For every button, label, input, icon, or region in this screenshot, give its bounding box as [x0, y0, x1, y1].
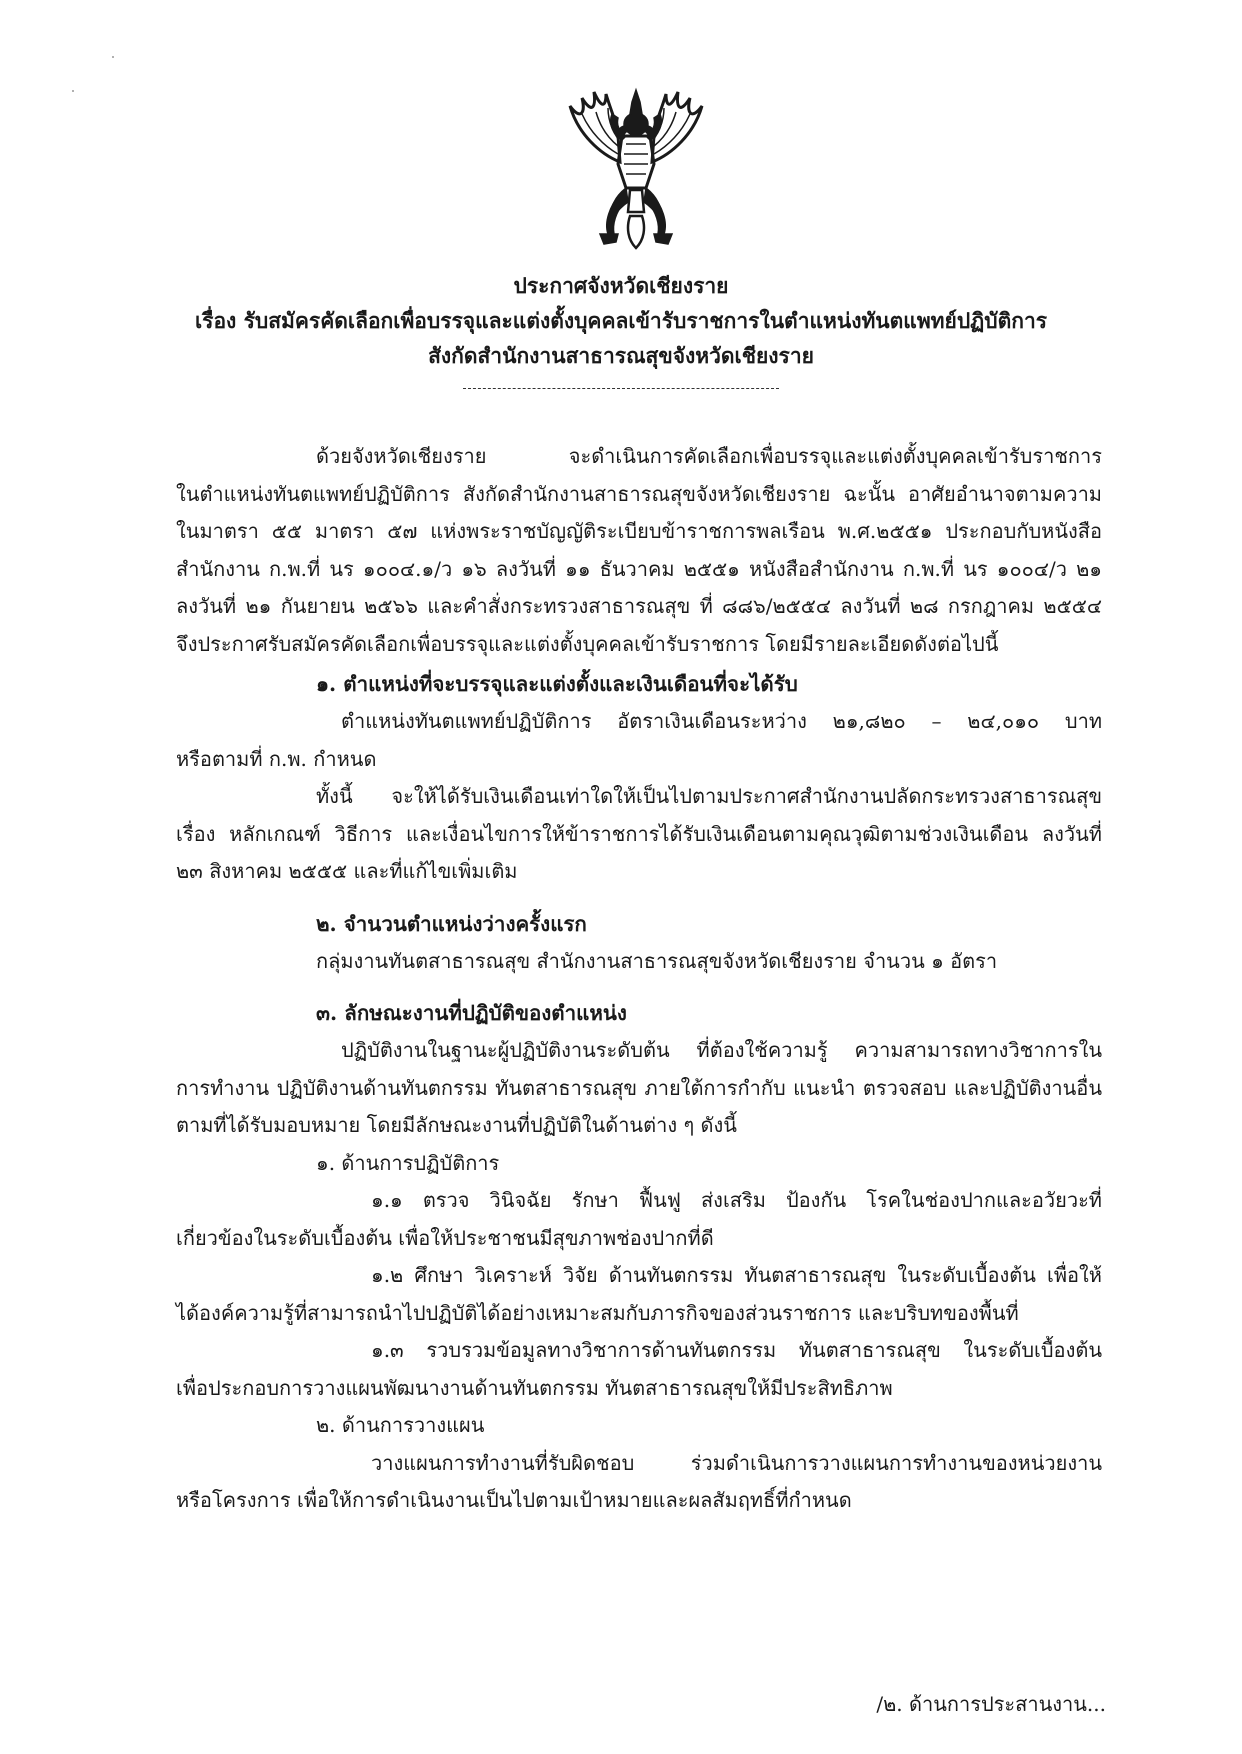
planning-line: หรือโครงการ เพื่อให้การดำเนินงานเป็นไปตามเป้าหมายและผลสัมฤทธิ์ที่กำหนด	[176, 1488, 852, 1512]
intro-line: จึงประกาศรับสมัครคัดเลือกเพื่อบรรจุและแต่งตั้งบุคคลเข้ารับราชการ โดยมีรายละเอียดดังต่อไปนี้	[176, 631, 999, 656]
intro-line: ลงวันที่ ๒๑ กันยายน ๒๕๖๖ และคำสั่งกระทรวงสาธารณสุข ที่ ๘๘๖/๒๕๕๔ ลงวันที่ ๒๘ กรกฎาคม ๒๕๕๔	[176, 594, 1102, 618]
section2-heading: ๒. จำนวนตำแหน่งว่างครั้งแรก	[316, 911, 587, 936]
section3-heading: ๓. ลักษณะงานที่ปฏิบัติของตำแหน่ง	[316, 1001, 627, 1025]
intro-line: ในมาตรา ๕๕ มาตรา ๕๗ แห่งพระราชบัญญัติระเบียบข้าราชการพลเรือน พ.ศ.๒๕๕๑ ประกอบกับหนังสือ	[176, 519, 1102, 543]
announcement-affiliation: สังกัดสำนักงานสาธารณสุขจังหวัดเชียงราย	[428, 343, 814, 368]
section1-note-line: เรื่อง หลักเกณฑ์ วิธีการ และเงื่อนไขการให้ข้าราชการได้รับเงินเดือนตามคุณวุฒิตามช่วงเงินเดือน ลงวันที่	[176, 821, 1102, 846]
section3-intro-line: ปฏิบัติงานในฐานะผู้ปฏิบัติงานระดับต้น ที่ต้องใช้ความรู้ ความสามารถทางวิชาการใน	[341, 1038, 1102, 1062]
section2-text: กลุ่มงานทันตสาธารณสุข สำนักงานสาธารณสุขจังหวัดเชียงราย จำนวน ๑ อัตรา	[316, 948, 998, 973]
item-1-2-cont: ได้องค์ความรู้ที่สามารถนำไปปฏิบัติได้อย่างเหมาะสมกับภารกิจของส่วนราชการ และบริบทของพื้นที่	[176, 1300, 1019, 1325]
intro-line: สำนักงาน ก.พ.ที่ นร ๑๐๐๔.๑/ว ๑๖ ลงวันที่ ๑๑ ธันวาคม ๒๕๕๑ หนังสือสำนักงาน ก.พ.ที่ นร ๑๐๐๔/ว ๒๑	[176, 556, 1102, 581]
section1-salary-note: หรือตามที่ ก.พ. กำหนด	[176, 746, 377, 771]
header-separator	[463, 388, 779, 389]
section3-intro-line: ตามที่ได้รับมอบหมาย โดยมีลักษณะงานที่ปฏิบัติในด้านต่าง ๆ ดังนี้	[176, 1113, 737, 1137]
planning-line: วางแผนการทำงานที่รับผิดชอบ ร่วมดำเนินการวางแผนการทำงานของหน่วยงาน	[371, 1450, 1102, 1475]
item-1-1: ๑.๑ ตรวจ วินิจฉัย รักษา ฟื้นฟู ส่งเสริม ป้องกัน โรคในช่องปากและอวัยวะที่	[371, 1188, 1102, 1212]
scan-speck	[112, 56, 114, 58]
section1-heading: ๑. ตำแหน่งที่จะบรรจุและแต่งตั้งและเงินเดือนที่จะได้รับ	[316, 672, 798, 696]
section1-note-line: ทั้งนี้ จะให้ได้รับเงินเดือนเท่าใดให้เป็นไปตามประกาศสำนักงานปลัดกระทรวงสาธารณสุข	[316, 784, 1102, 808]
section1-note-line: ๒๓ สิงหาคม ๒๕๕๕ และที่แก้ไขเพิ่มเติม	[176, 859, 518, 883]
subsection-title-operations: ๑. ด้านการปฏิบัติการ	[316, 1150, 500, 1175]
item-1-1-cont: เกี่ยวข้องในระดับเบื้องต้น เพื่อให้ประชาชนมีสุขภาพช่องปากที่ดี	[176, 1225, 714, 1250]
intro-line: ด้วยจังหวัดเชียงราย จะดำเนินการคัดเลือกเพื่อบรรจุและแต่งตั้งบุคคลเข้ารับราชการ	[316, 444, 1102, 468]
document-body	[176, 438, 1102, 1520]
continuation-marker: /๒. ด้านการประสานงาน...	[876, 1692, 1106, 1716]
announcement-title: ประกาศจังหวัดเชียงราย	[513, 273, 729, 298]
subsection-title-planning: ๒. ด้านการวางแผน	[316, 1413, 485, 1437]
garuda-emblem-icon	[560, 84, 712, 254]
section1-salary: ตำแหน่งทันตแพทย์ปฏิบัติการ อัตราเงินเดือนระหว่าง ๒๑,๘๒๐ – ๒๔,๐๑๐ บาท	[341, 709, 1103, 733]
announcement-subject: เรื่อง รับสมัครคัดเลือกเพื่อบรรจุและแต่งตั้งบุคคลเข้ารับราชการในตำแหน่งทันตแพทย์ปฏิบัติการ	[194, 308, 1048, 333]
item-1-2: ๑.๒ ศึกษา วิเคราะห์ วิจัย ด้านทันตกรรม ทันตสาธารณสุข ในระดับเบื้องต้น เพื่อให้	[371, 1263, 1102, 1287]
section3-intro-line: การทำงาน ปฏิบัติงานด้านทันตกรรม ทันตสาธารณสุข ภายใต้การกำกับ แนะนำ ตรวจสอบ และปฏิบัติงานอื่น	[176, 1075, 1102, 1100]
item-1-3-cont: เพื่อประกอบการวางแผนพัฒนางานด้านทันตกรรม ทันตสาธารณสุขให้มีประสิทธิภาพ	[176, 1375, 893, 1400]
scan-speck	[72, 90, 74, 92]
item-1-3: ๑.๓ รวบรวมข้อมูลทางวิชาการด้านทันตกรรม ทันตสาธารณสุข ในระดับเบื้องต้น	[371, 1338, 1102, 1362]
document-header	[150, 268, 1092, 373]
intro-line: ในตำแหน่งทันตแพทย์ปฏิบัติการ สังกัดสำนักงานสาธารณสุขจังหวัดเชียงราย ฉะนั้น อาศัยอำนาจตามความ	[176, 481, 1102, 506]
